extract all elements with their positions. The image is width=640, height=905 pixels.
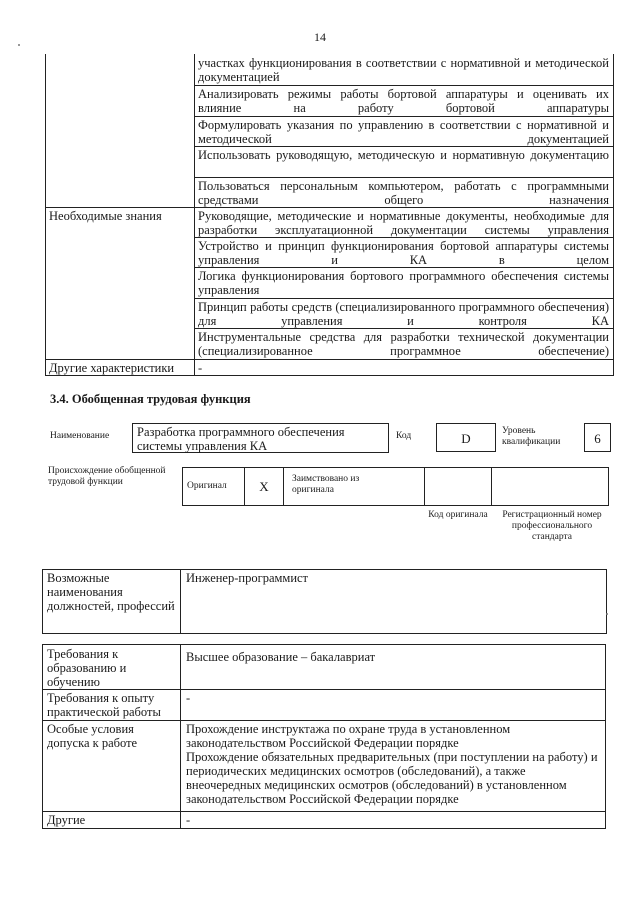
special-conditions-label: Особые условия допуска к работе — [47, 722, 138, 750]
knowledge-text-3: Логика функционирования бортового программного обеспечения системы управления — [198, 269, 609, 297]
skill-text-1: участках функционирования в соответствии с нормативной и методической документацией — [198, 56, 609, 84]
skill-text-3: Формулировать указания по управлению в соответствии с нормативной и методической документацией — [198, 118, 609, 146]
page-number: 14 — [314, 30, 326, 44]
level-value-box — [584, 423, 611, 452]
skill-text-4: Использовать руководящую, методическую и нормативную документацию — [198, 148, 609, 162]
positions-value: Инженер-программист — [186, 571, 309, 585]
other-characteristics-label: Другие характеристики — [49, 361, 175, 375]
origin-label: Происхождение обобщенной трудовой функции — [48, 466, 166, 487]
section-heading: 3.4. Обобщенная трудовая функция — [50, 392, 251, 406]
name-value: Разработка программного обеспечения системы управления КА — [137, 425, 345, 453]
special-conditions-value: Прохождение инструктажа по охране труда в установленном законодательством Российской Федерации порядке Прохождение обязательных предварительных (при поступлении на работу) и периодических медицинских осмотров (обследований), а также внеочередных медицинских осмотров (обследований) в установленном законодательством Российской Федерации порядке — [186, 722, 598, 806]
level-label: Уровень квалификации — [502, 426, 561, 447]
knowledge-text-4: Принцип работы средств (специализированного программного обеспечения) для управления и контроля КА — [198, 300, 609, 328]
knowledge-label: Необходимые знания — [49, 209, 162, 223]
knowledge-text-1: Руководящие, методические и нормативные документы, необходимые для разработки эксплуатационной документации системы управления — [198, 209, 609, 237]
code-value: D — [461, 431, 471, 446]
code-original-caption: Код оригинала — [428, 510, 488, 520]
registration-number-caption: Регистрационный номер профессионального стандарта — [502, 510, 602, 542]
original-label: Оригинал — [187, 481, 227, 491]
education-label: Требования к образованию и обучению — [47, 647, 127, 689]
level-value: 6 — [594, 431, 601, 446]
other-label: Другие — [47, 813, 86, 827]
scan-speck — [18, 44, 20, 46]
name-label: Наименование — [50, 431, 110, 441]
education-value: Высшее образование – бакалавриат — [186, 650, 376, 664]
other-value: - — [186, 813, 191, 827]
scan-speck — [606, 613, 608, 615]
positions-label: Возможные наименования должностей, профессий — [47, 571, 175, 613]
original-mark: X — [259, 479, 269, 494]
code-label: Код — [396, 431, 412, 441]
name-value-box — [132, 423, 389, 453]
other-characteristics-value: - — [198, 361, 203, 375]
experience-value: - — [186, 691, 191, 705]
knowledge-text-5: Инструментальные средства для разработки технической документации (специализированное программное обеспечение) — [198, 330, 609, 358]
borrowed-label: Заимствовано из оригинала — [292, 474, 360, 495]
skill-text-5: Пользоваться персональным компьютером, работать с программными средствами общего назначения — [198, 179, 609, 207]
code-value-box — [436, 423, 496, 452]
knowledge-text-2: Устройство и принцип функционирования бортовой аппаратуры системы управления и КА в целом — [198, 239, 609, 267]
experience-label: Требования к опыту практической работы — [47, 691, 161, 719]
skill-text-2: Анализировать режимы работы бортовой аппаратуры и оценивать их влияние на работу бортовой аппаратуры — [198, 87, 609, 115]
